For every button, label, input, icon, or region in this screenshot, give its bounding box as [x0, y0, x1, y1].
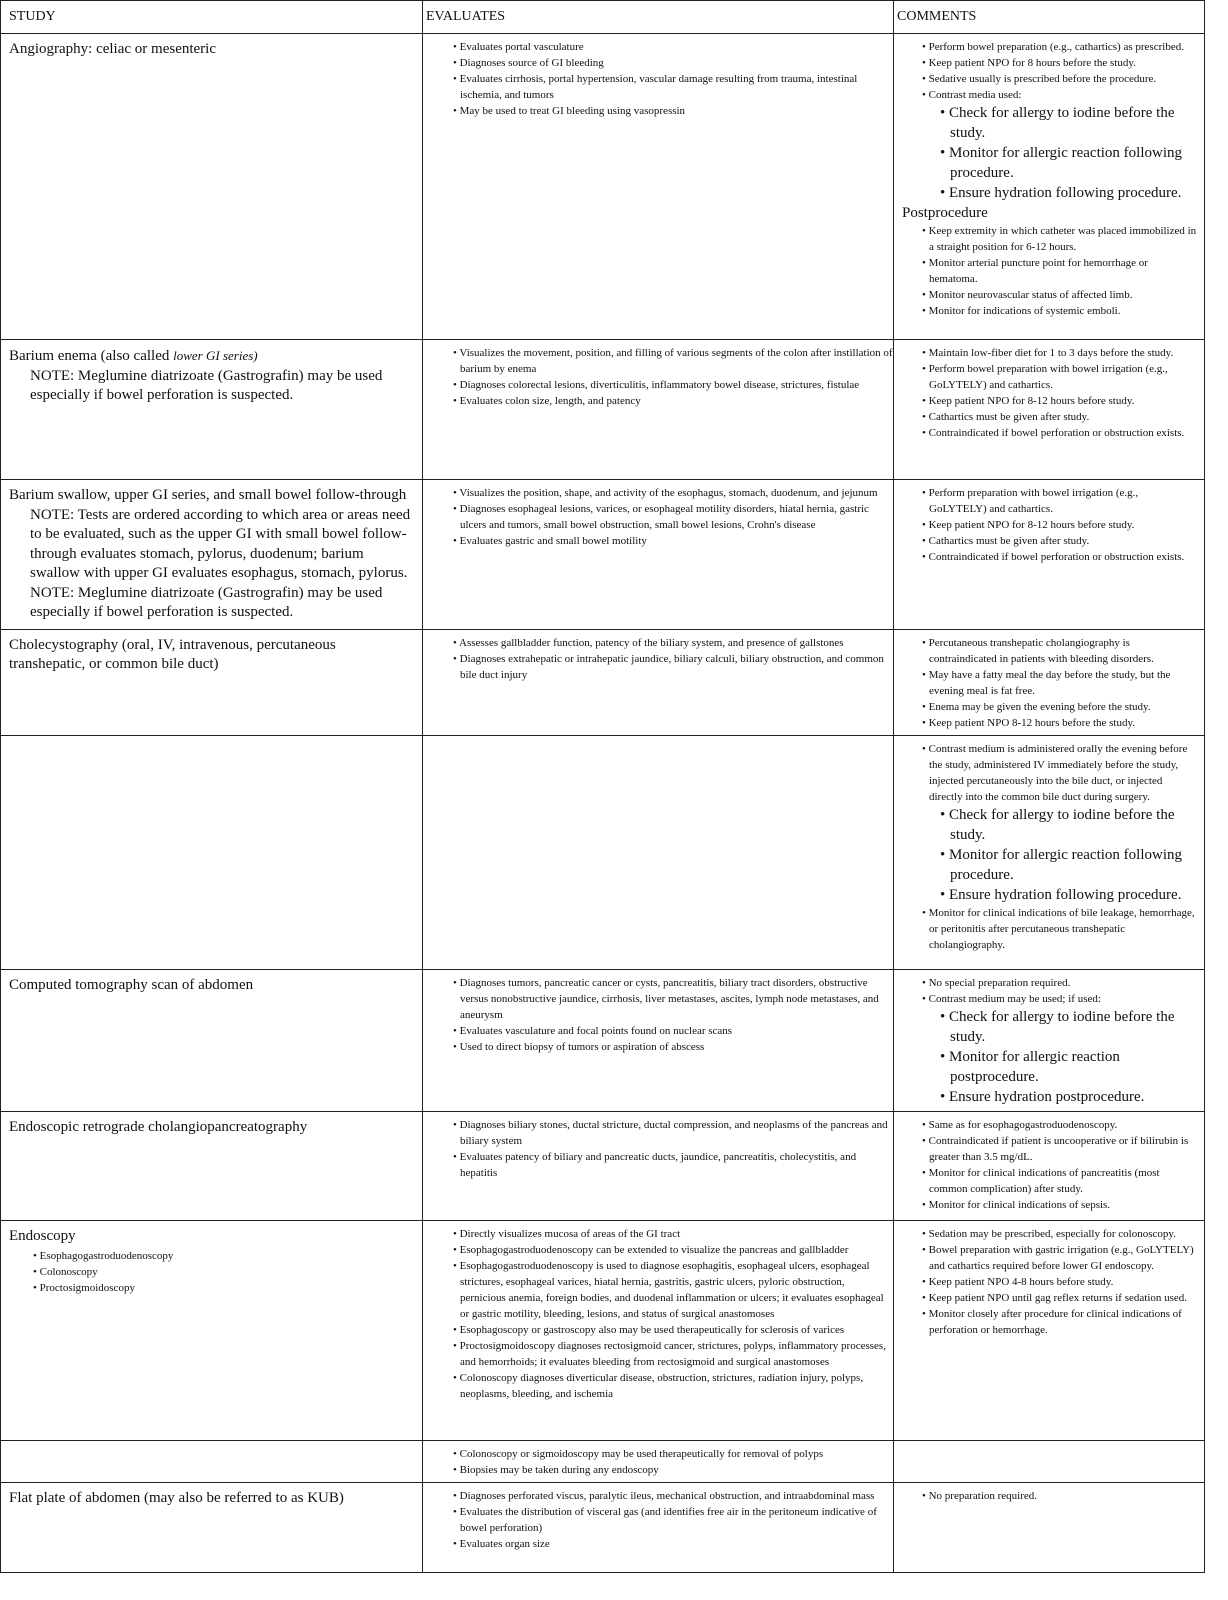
comments-item: • Check for allergy to iodine before the study.: [940, 1007, 1198, 1047]
evaluates-item: • Evaluates gastric and small bowel motility: [453, 533, 893, 549]
evaluates-item: • Diagnoses colorectal lesions, diverticulitis, inflammatory bowel disease, strictures, fistulae: [453, 377, 893, 393]
comments-item: • Sedation may be prescribed, especially for colonoscopy.: [922, 1226, 1198, 1242]
evaluates-item: • Evaluates portal vasculature: [453, 39, 893, 55]
comments-item: • Check for allergy to iodine before the study.: [940, 103, 1198, 143]
comments-item: • Monitor for indications of systemic emboli.: [922, 303, 1198, 319]
study-title-text: Barium swallow, upper GI series, and small bowel follow-through: [9, 487, 407, 503]
comments-item: • Sedative usually is prescribed before the procedure.: [922, 71, 1198, 87]
study-note: NOTE: Tests are ordered according to which area or areas need to be evaluated, such as the upper GI with small bowel follow-through evaluates stomach, pylorus, duodenum; barium swallow with upper GI evaluates esophagus, stomach, pylorus.: [30, 506, 411, 581]
evaluates-item: • Visualizes the position, shape, and activity of the esophagus, stomach, duodenum, and jejunum: [453, 485, 893, 501]
study-title-text: Cholecystography (oral, IV, intravenous, percutaneous transhepatic, or common bile duct): [9, 636, 336, 672]
evaluates-cell: [423, 1482, 894, 1572]
study-title: [9, 40, 414, 60]
evaluates-item: • Diagnoses esophageal lesions, varices, or esophageal motility disorders, hiatal hernia, gastric ulcers and tumors, small bowel obstruction, small bowel lesions, Crohn's disease: [453, 501, 893, 533]
header-study: STUDY: [1, 1, 423, 34]
table-row: [1, 1482, 1205, 1572]
study-cell: [1, 1482, 423, 1572]
comments-item: • No special preparation required.: [922, 975, 1198, 991]
comments-item: • Monitor arterial puncture point for hemorrhage or hematoma.: [922, 255, 1198, 287]
comments-item: • Contrast media used:: [922, 87, 1198, 103]
evaluates-cell: [423, 1111, 894, 1220]
comments-item: • Keep patient NPO for 8-12 hours before study.: [922, 517, 1198, 533]
comments-item: • Contraindicated if patient is uncooperative or if bilirubin is greater than 3.5 mg/dL.: [922, 1133, 1198, 1165]
study-title: [9, 636, 414, 675]
comments-item: • Keep patient NPO for 8 hours before the study.: [922, 55, 1198, 71]
comments-item: • Maintain low-fiber diet for 1 to 3 days before the study.: [922, 345, 1198, 361]
comments-cell: [894, 1482, 1205, 1572]
evaluates-cell: [423, 969, 894, 1111]
study-title-text: Angiography: celiac or mesenteric: [9, 41, 216, 57]
evaluates-item: • Evaluates patency of biliary and pancreatic ducts, jaundice, pancreatitis, cholecystitis, and hepatitis: [453, 1149, 893, 1181]
study-cell: [1, 735, 423, 969]
study-title-emphasis: lower GI series): [173, 348, 258, 363]
evaluates-item: • Evaluates organ size: [453, 1536, 893, 1552]
table-row: [1, 34, 1205, 340]
comments-cell: [894, 969, 1205, 1111]
evaluates-item: • Evaluates colon size, length, and patency: [453, 393, 893, 409]
evaluates-item: • Evaluates vasculature and focal points found on nuclear scans: [453, 1023, 893, 1039]
comments-cell: [894, 1440, 1205, 1482]
comments-item: • Cathartics must be given after study.: [922, 409, 1198, 425]
comments-item: • Enema may be given the evening before the study.: [922, 699, 1198, 715]
comments-item: • Ensure hydration following procedure.: [940, 885, 1198, 905]
evaluates-item: • Diagnoses biliary stones, ductal stricture, ductal compression, and neoplasms of the pancreas and biliary system: [453, 1117, 893, 1149]
evaluates-item: • Biopsies may be taken during any endoscopy: [453, 1462, 893, 1478]
table-row: [1, 1220, 1205, 1440]
evaluates-cell: [423, 340, 894, 480]
comments-item: • Monitor for clinical indications of bile leakage, hemorrhage, or peritonitis after percutaneous transhepatic cholangiography.: [922, 905, 1198, 953]
evaluates-item: • Colonoscopy diagnoses diverticular disease, obstruction, strictures, radiation injury, polyps, neoplasms, bleeding, and ischemia: [453, 1370, 893, 1402]
study-title: [9, 976, 414, 996]
evaluates-item: • Proctosigmoidoscopy diagnoses rectosigmoid cancer, strictures, polyps, inflammatory processes, and hemorrhoids; it evaluates bleeding from rectosigmoid and surgical anastomoses: [453, 1338, 893, 1370]
comments-item: • Contraindicated if bowel perforation or obstruction exists.: [922, 425, 1198, 441]
evaluates-item: • Esophagogastroduodenoscopy can be extended to visualize the pancreas and gallbladder: [453, 1242, 893, 1258]
table-row: [1, 1440, 1205, 1482]
evaluates-cell: [423, 735, 894, 969]
table-row: [1, 480, 1205, 630]
study-cell: [1, 340, 423, 480]
study-subtype: • Colonoscopy: [33, 1264, 414, 1280]
study-title: [9, 346, 414, 367]
comments-item: • Contrast medium is administered orally the evening before the study, administered IV immediately before the study, injected percutaneously into the bile duct, or injected directly into the common bile duct during surgery.: [922, 741, 1198, 805]
evaluates-item: • Evaluates cirrhosis, portal hypertension, vascular damage resulting from trauma, intestinal ischemia, and tumors: [453, 71, 893, 103]
comments-item: • Perform preparation with bowel irrigation (e.g., GoLYTELY) and cathartics.: [922, 485, 1198, 517]
comments-item: • Ensure hydration following procedure.: [940, 183, 1198, 203]
comments-item: • Perform bowel preparation with bowel irrigation (e.g., GoLYTELY) and cathartics.: [922, 361, 1198, 393]
header-comments: COMMENTS: [894, 1, 1205, 34]
comments-item: • Contrast medium may be used; if used:: [922, 991, 1198, 1007]
header-evaluates: EVALUATES: [423, 1, 894, 34]
comments-item: • Keep patient NPO until gag reflex returns if sedation used.: [922, 1290, 1198, 1306]
study-cell: [1, 1111, 423, 1220]
study-title-text: Endoscopic retrograde cholangiopancreatography: [9, 1118, 308, 1135]
comments-item: • Check for allergy to iodine before the study.: [940, 805, 1198, 845]
comments-item: • Percutaneous transhepatic cholangiography is contraindicated in patients with bleeding disorders.: [922, 635, 1198, 667]
evaluates-item: • Diagnoses perforated viscus, paralytic ileus, mechanical obstruction, and intraabdominal mass: [453, 1488, 893, 1504]
study-cell: [1, 969, 423, 1111]
study-cell: [1, 1220, 423, 1440]
evaluates-cell: [423, 1440, 894, 1482]
study-title: [9, 486, 414, 506]
study-title: [9, 1227, 414, 1247]
comments-item: • Keep patient NPO 8-12 hours before the study.: [922, 715, 1198, 731]
comments-item: • Bowel preparation with gastric irrigation (e.g., GoLYTELY) and cathartics required before lower GI endoscopy.: [922, 1242, 1198, 1274]
comments-item: • Keep extremity in which catheter was placed immobilized in a straight position for 6-12 hours.: [922, 223, 1198, 255]
comments-item: • Perform bowel preparation (e.g., cathartics) as prescribed.: [922, 39, 1198, 55]
study-subtype: • Esophagogastroduodenoscopy: [33, 1248, 414, 1264]
comments-item: • No preparation required.: [922, 1488, 1198, 1504]
study-note: NOTE: Meglumine diatrizoate (Gastrografin) may be used especially if bowel perforation is suspected.: [30, 584, 383, 620]
comments-item: • Monitor for allergic reaction postprocedure.: [940, 1047, 1198, 1087]
evaluates-item: • Directly visualizes mucosa of areas of the GI tract: [453, 1226, 893, 1242]
comments-item: • Contraindicated if bowel perforation or obstruction exists.: [922, 549, 1198, 565]
evaluates-cell: [423, 629, 894, 735]
comments-cell: [894, 1220, 1205, 1440]
header-row: [1, 1, 1205, 34]
comments-item: • Monitor neurovascular status of affected limb.: [922, 287, 1198, 303]
comments-cell: [894, 735, 1205, 969]
study-cell: [1, 480, 423, 630]
table-row: [1, 629, 1205, 735]
evaluates-item: • Esophagogastroduodenoscopy is used to diagnose esophagitis, esophageal ulcers, esophageal strictures, esophageal varices, hiatal hernia, gastritis, gastric ulcers, pyloric obstruction, pernicious anemia, foreign bodies, and duodenal inflammation or ulcers; it evaluates esophageal or gastric motility, bleeding, lesions, and status of surgical anastomoses: [453, 1258, 893, 1322]
study-title-text: Flat plate of abdomen (may also be referred to as KUB): [9, 1489, 344, 1506]
study-cell: [1, 1440, 423, 1482]
table-row: [1, 1111, 1205, 1220]
study-cell: [1, 629, 423, 735]
study-title-text: Computed tomography scan of abdomen: [9, 976, 254, 993]
comments-item: • Monitor for clinical indications of sepsis.: [922, 1197, 1198, 1213]
comments-item: • Monitor for allergic reaction following procedure.: [940, 845, 1198, 885]
comments-item: • May have a fatty meal the day before the study, but the evening meal is fat free.: [922, 667, 1198, 699]
evaluates-item: • Evaluates the distribution of visceral gas (and identifies free air in the peritoneum indicative of bowel perforation): [453, 1504, 893, 1536]
evaluates-cell: [423, 34, 894, 340]
study-subtype: • Proctosigmoidoscopy: [33, 1280, 414, 1296]
comments-item: • Monitor for allergic reaction following procedure.: [940, 143, 1198, 183]
table-row: [1, 735, 1205, 969]
comments-cell: [894, 629, 1205, 735]
evaluates-item: • Esophagoscopy or gastroscopy also may be used therapeutically for sclerosis of varices: [453, 1322, 893, 1338]
table-row: [1, 969, 1205, 1111]
evaluates-cell: [423, 480, 894, 630]
study-cell: [1, 34, 423, 340]
comments-item: • Same as for esophagogastroduodenoscopy.: [922, 1117, 1198, 1133]
evaluates-item: • Colonoscopy or sigmoidoscopy may be used therapeutically for removal of polyps: [453, 1446, 893, 1462]
comments-cell: [894, 34, 1205, 340]
comments-item: • Keep patient NPO 4-8 hours before study.: [922, 1274, 1198, 1290]
comments-item: • Cathartics must be given after study.: [922, 533, 1198, 549]
evaluates-item: • Used to direct biopsy of tumors or aspiration of abscess: [453, 1039, 893, 1055]
evaluates-item: • Diagnoses extrahepatic or intrahepatic jaundice, biliary calculi, biliary obstruction, and common bile duct injury: [453, 651, 893, 683]
study-title-text: Barium enema (also called: [9, 348, 174, 364]
study-note: NOTE: Meglumine diatrizoate (Gastrografin) may be used especially if bowel perforation is suspected.: [30, 367, 383, 403]
comments-item: • Keep patient NPO for 8-12 hours before study.: [922, 393, 1198, 409]
study-title: [9, 1118, 414, 1138]
evaluates-item: • Assesses gallbladder function, patency of the biliary system, and presence of gallstones: [453, 635, 893, 651]
comments-item: • Monitor for clinical indications of pancreatitis (most common complication) after study.: [922, 1165, 1198, 1197]
evaluates-item: • May be used to treat GI bleeding using vasopressin: [453, 103, 893, 119]
comments-cell: [894, 340, 1205, 480]
comments-cell: [894, 1111, 1205, 1220]
study-title: [9, 1489, 414, 1509]
comments-item: • Monitor closely after procedure for clinical indications of perforation or hemorrhage.: [922, 1306, 1198, 1338]
study-title-text: Endoscopy: [9, 1227, 76, 1244]
comments-heading: Postprocedure: [902, 205, 988, 221]
study-subtypes: [9, 1248, 414, 1296]
evaluates-item: • Diagnoses source of GI bleeding: [453, 55, 893, 71]
comments-cell: [894, 480, 1205, 630]
evaluates-item: • Diagnoses tumors, pancreatic cancer or cysts, pancreatitis, biliary tract disorders, obstructive versus nonobstructive jaundice, cirrhosis, liver metastases, ascites, lymph node metastases, and aneurysm: [453, 975, 893, 1023]
comments-item: • Ensure hydration postprocedure.: [940, 1087, 1198, 1107]
evaluates-cell: [423, 1220, 894, 1440]
table-row: [1, 340, 1205, 480]
evaluates-item: • Visualizes the movement, position, and filling of various segments of the colon after instillation of barium by enema: [453, 345, 893, 377]
